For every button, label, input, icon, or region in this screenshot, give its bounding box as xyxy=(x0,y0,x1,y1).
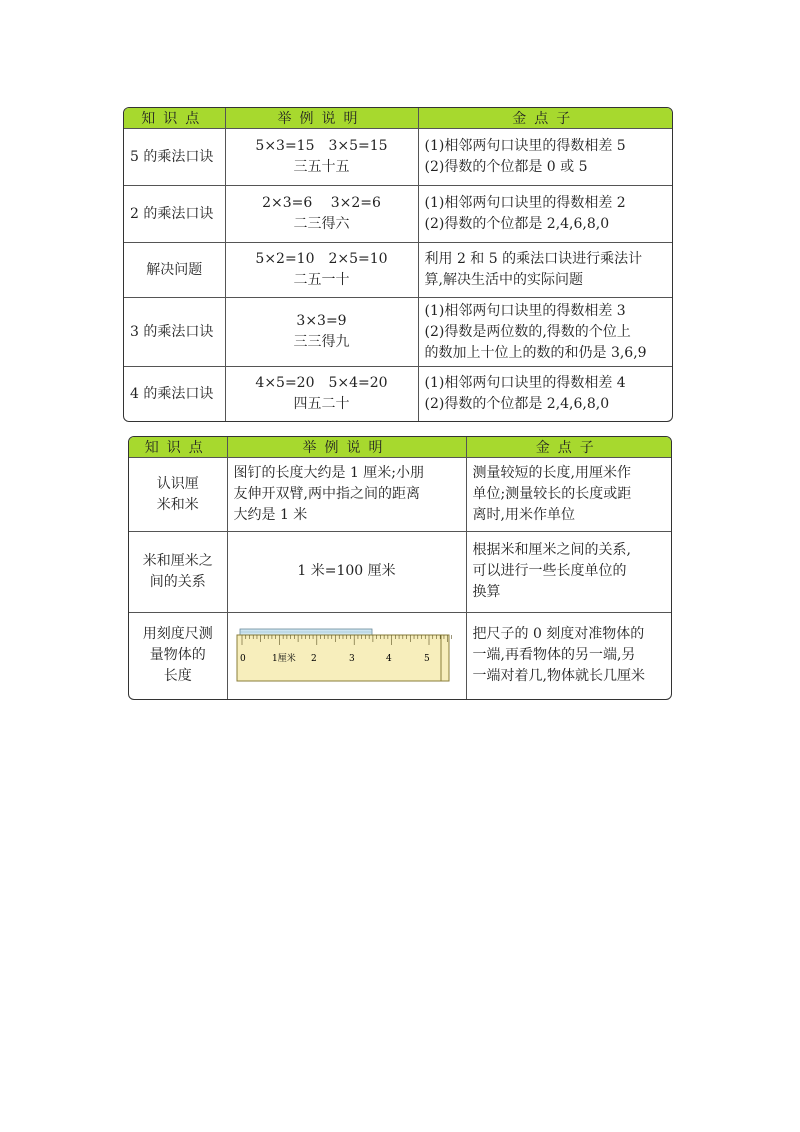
row-tips: (1)相邻两句口诀里的得数相差 3 (2)得数是两位数的,得数的个位上 的数加上十位上的数的和仍是 3,6,9 xyxy=(418,298,672,367)
row-example: 1 米=100 厘米 xyxy=(227,531,466,612)
row-topic: 5 的乘法口诀 xyxy=(124,129,225,186)
row-tips: 测量较短的长度,用厘米作 单位;测量较长的长度或距 离时,用米作单位 xyxy=(466,458,671,532)
row-tips: 利用 2 和 5 的乘法口诀进行乘法计 算,解决生活中的实际问题 xyxy=(418,243,672,298)
ruler-label: 5 xyxy=(423,653,430,664)
header-tips: 金点子 xyxy=(418,108,672,129)
table-row xyxy=(124,298,672,367)
row-topic: 认识厘 米和米 xyxy=(129,458,227,532)
ruler-body xyxy=(237,635,445,681)
row-tips: 根据米和厘米之间的关系, 可以进行一些长度单位的 换算 xyxy=(466,531,671,612)
table-row xyxy=(129,531,671,612)
row-example: 4×5=20 5×4=20 四五二十 xyxy=(225,367,418,421)
header-example: 举例说明 xyxy=(227,437,466,458)
table-row xyxy=(124,186,672,243)
ruler-label: 1厘米 xyxy=(271,653,296,664)
header-topic: 知识点 xyxy=(124,108,225,129)
ruler-illustration xyxy=(236,623,458,689)
table-multiplication xyxy=(123,107,673,422)
ruler-label: 4 xyxy=(385,653,392,664)
row-topic: 2 的乘法口诀 xyxy=(124,186,225,243)
row-example: 5×3=15 3×5=15 三五十五 xyxy=(225,129,418,186)
table-row xyxy=(129,612,671,699)
table-row xyxy=(124,129,672,186)
row-tips: (1)相邻两句口诀里的得数相差 2 (2)得数的个位都是 2,4,6,8,0 xyxy=(418,186,672,243)
ruler-label: 2 xyxy=(310,653,317,664)
table-row xyxy=(129,458,671,532)
header-example: 举例说明 xyxy=(225,108,418,129)
table-header-row xyxy=(129,437,671,458)
table-row xyxy=(124,243,672,298)
row-example xyxy=(227,612,466,699)
table-header-row xyxy=(124,108,672,129)
row-example: 3×3=9 三三得九 xyxy=(225,298,418,367)
row-example: 2×3=6 3×2=6 二三得六 xyxy=(225,186,418,243)
row-topic: 解决问题 xyxy=(124,243,225,298)
table-length-units xyxy=(128,436,672,700)
row-tips: (1)相邻两句口诀里的得数相差 4 (2)得数的个位都是 2,4,6,8,0 xyxy=(418,367,672,421)
row-example: 图钉的长度大约是 1 厘米;小朋 友伸开双臂,两中指之间的距离 大约是 1 米 xyxy=(227,458,466,532)
row-topic: 3 的乘法口诀 xyxy=(124,298,225,367)
ruler-label: 3 xyxy=(348,653,355,664)
ruler-label: 0 xyxy=(239,653,246,664)
ruler-figure xyxy=(236,623,458,689)
table-row xyxy=(124,367,672,421)
row-topic: 用刻度尺测 量物体的 长度 xyxy=(129,612,227,699)
row-tips: (1)相邻两句口诀里的得数相差 5 (2)得数的个位都是 0 或 5 xyxy=(418,129,672,186)
row-topic: 4 的乘法口诀 xyxy=(124,367,225,421)
header-tips: 金点子 xyxy=(466,437,671,458)
row-tips: 把尺子的 0 刻度对准物体的 一端,再看物体的另一端,另 一端对着几,物体就长几厘米 xyxy=(466,612,671,699)
header-topic: 知识点 xyxy=(129,437,227,458)
row-example: 5×2=10 2×5=10 二五一十 xyxy=(225,243,418,298)
row-topic: 米和厘米之 间的关系 xyxy=(129,531,227,612)
